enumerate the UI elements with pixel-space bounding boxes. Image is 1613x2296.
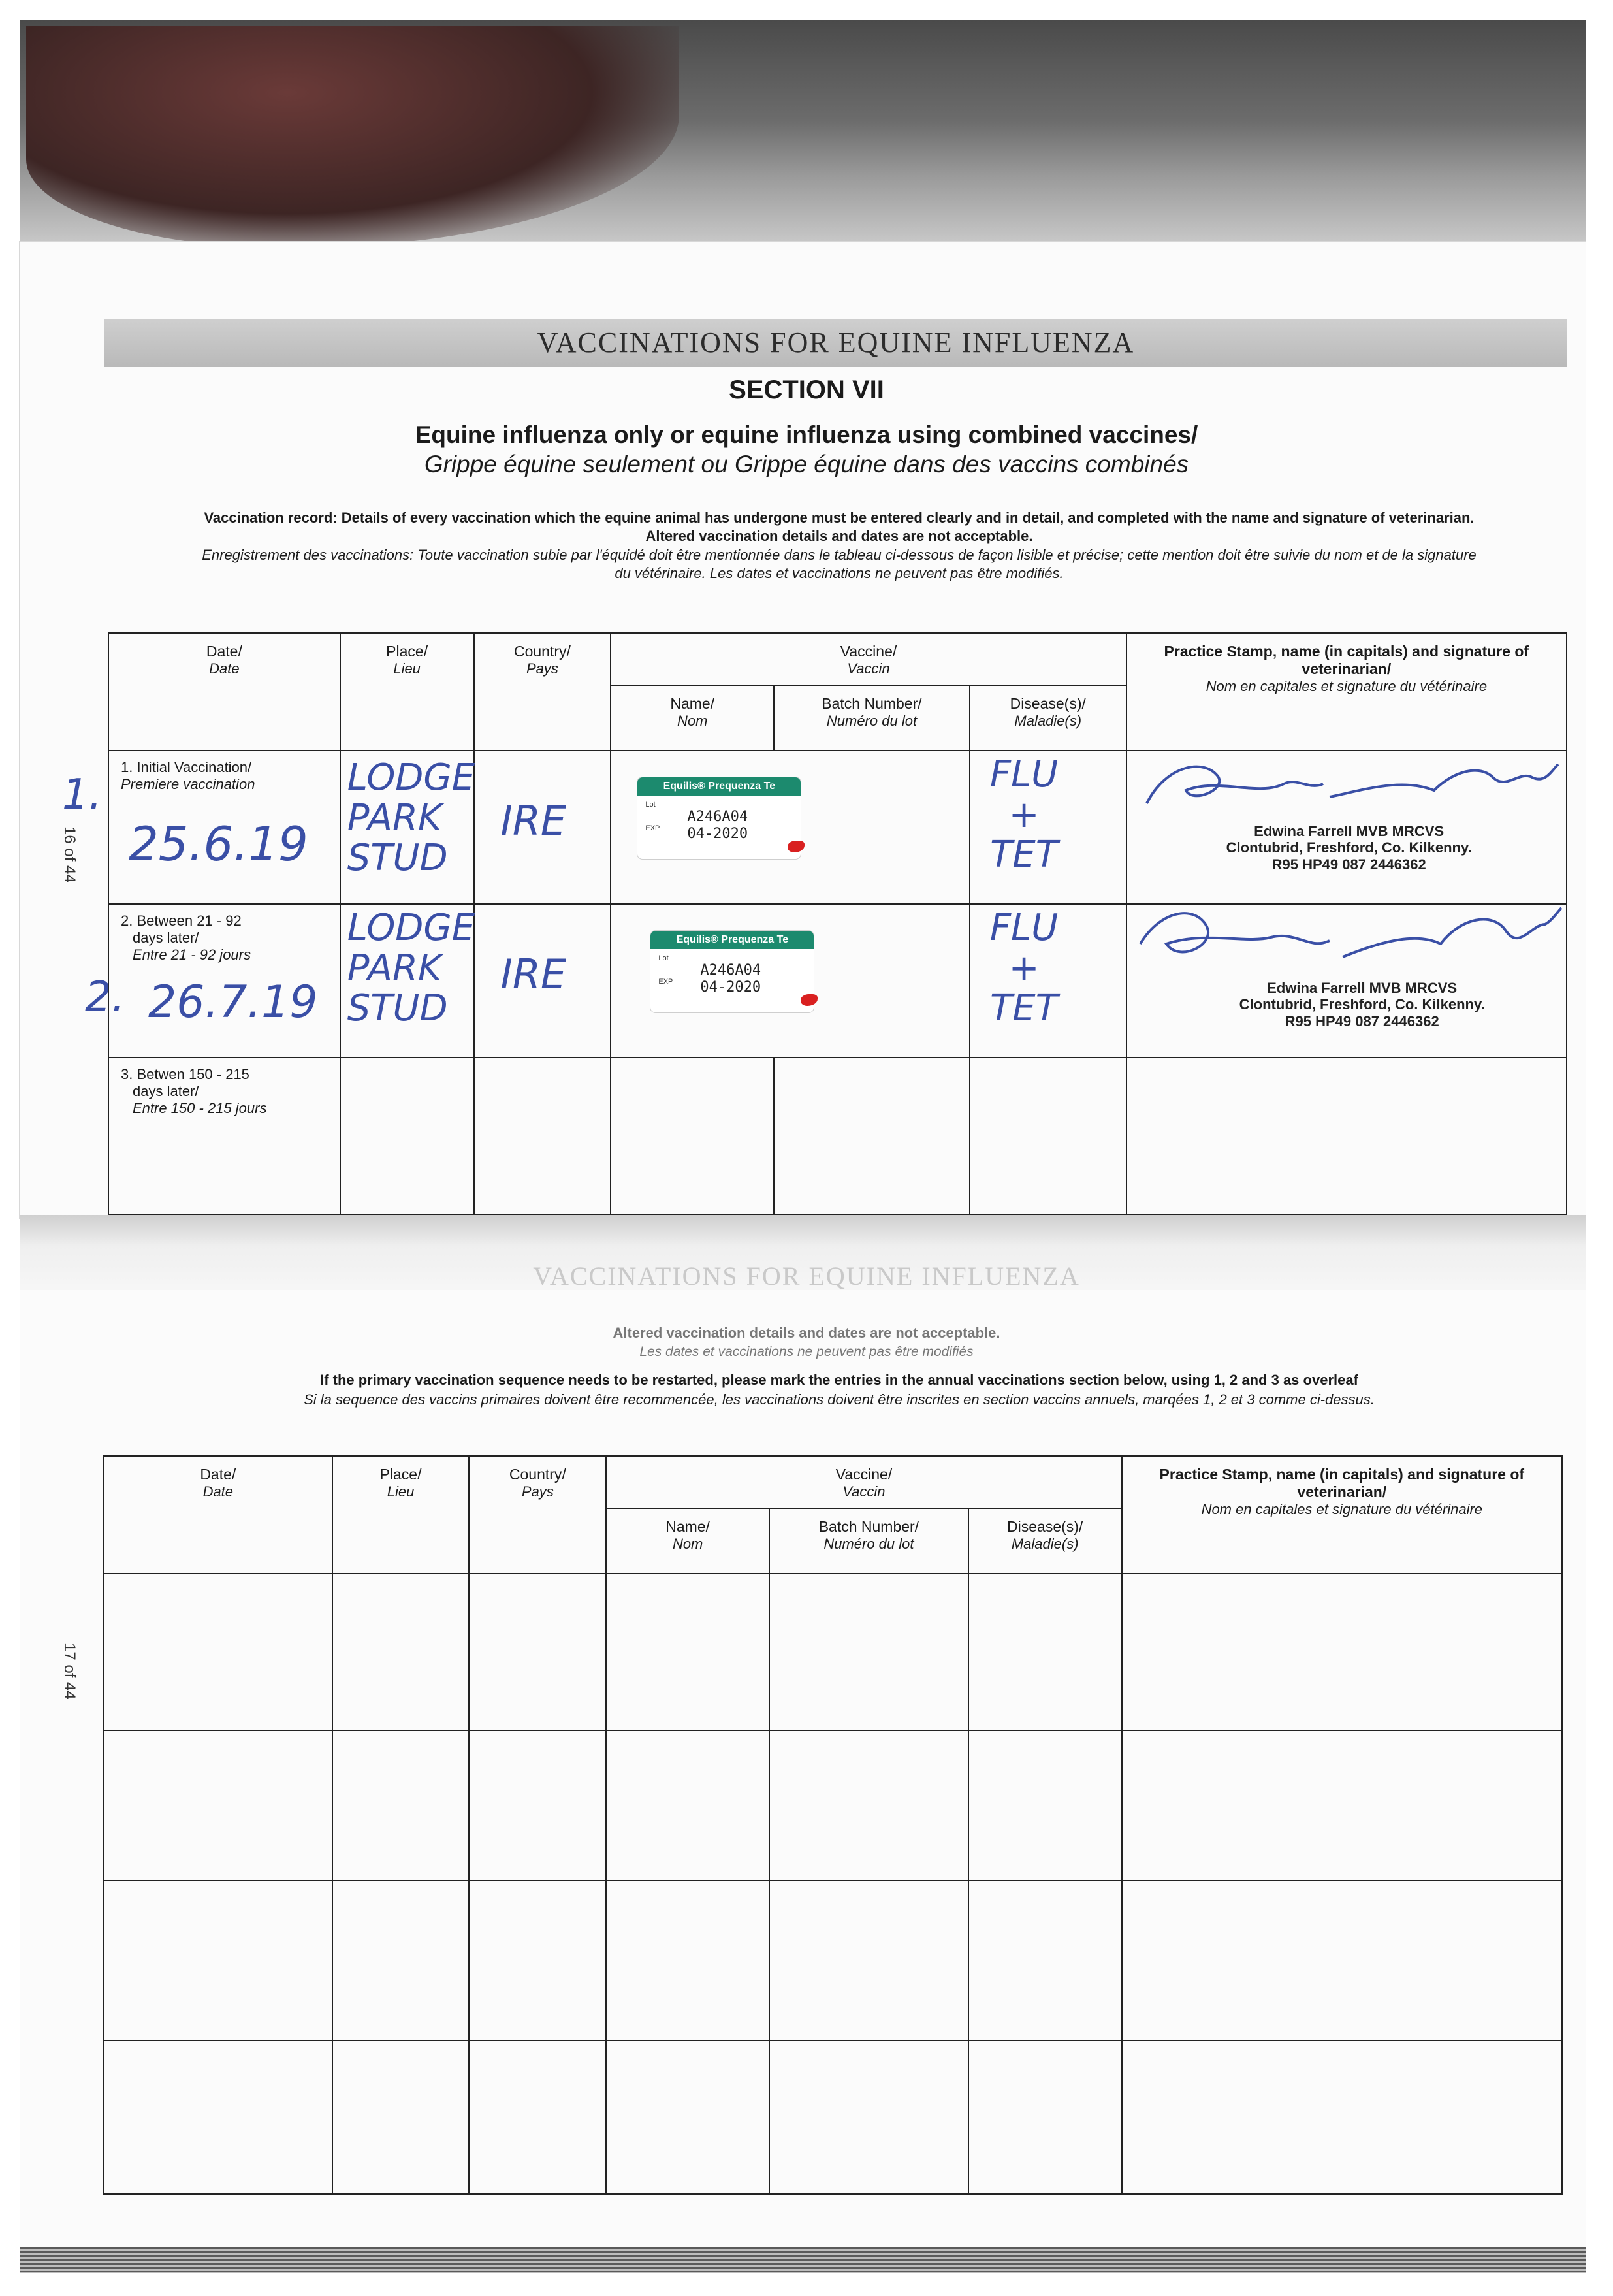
margin-number-1: 1.	[62, 771, 103, 819]
row-3-stamp	[1126, 1058, 1567, 1214]
header-place: Place/ Lieu	[332, 1456, 470, 1574]
header-batch: Batch Number/ Numéro du lot	[774, 685, 970, 751]
section-banner: VACCINATIONS FOR EQUINE INFLUENZA	[104, 319, 1567, 367]
date-handwritten: 26.7.19	[148, 977, 318, 1028]
signature	[1127, 905, 1567, 977]
header-stamp: Practice Stamp, name (in capitals) and signature of veterinarian/ Nom en capitales et signature du vétérinaire	[1126, 633, 1567, 751]
row-1-place: LODGE PARK STUD	[340, 751, 474, 904]
row-2-date: 2. Between 21 - 92 days later/ Entre 21 - 92 jours 26.7.19	[108, 904, 340, 1058]
ghost-banner: VACCINATIONS FOR EQUINE INFLUENZA	[533, 1261, 1080, 1291]
vaccine-sticker: Equilis® Prequenza Te Lot EXP A246A04 04-2020	[637, 777, 801, 859]
instruction-fr: Enregistrement des vaccinations: Toute vaccination subie par l'équidé doit être mentionnée dans le tableau ci-dessous de façon lisible et précise; cette mention doit être suivie du nom et de la signature	[202, 547, 1477, 563]
vaccination-table-restart	[103, 1455, 1563, 2195]
table-row	[104, 2041, 1562, 2194]
header-batch: Batch Number/ Numéro du lot	[769, 1508, 968, 1574]
practice-stamp: Edwina Farrell MVB MRCVS Clontubrid, Freshford, Co. Kilkenny. R95 HP49 087 2446362	[1226, 823, 1472, 873]
row-2-country: IRE	[474, 904, 611, 1058]
table-row	[104, 1574, 1562, 1730]
row-3-batch	[774, 1058, 970, 1214]
row-2-stamp	[1126, 904, 1567, 1058]
row-3-name	[611, 1058, 774, 1214]
restart-instruction: If the primary vaccination sequence needs to be restarted, please mark the entries in the annual vaccinations section below, using 1, 2 and 3 as overleaf	[320, 1372, 1358, 1388]
altered-notice-fr: Les dates et vaccinations ne peuvent pas être modifiés	[639, 1344, 974, 1359]
row-1-vaccine-label	[611, 751, 969, 904]
row-1-stamp	[1126, 751, 1567, 904]
header-disease: Disease(s)/ Maladie(s)	[968, 1508, 1122, 1574]
header-name: Name/ Nom	[611, 685, 774, 751]
header-disease: Disease(s)/ Maladie(s)	[970, 685, 1126, 751]
page-number-bottom: 17 of 44	[61, 1643, 78, 1700]
row-2-disease: FLU + TET	[970, 904, 1126, 1058]
date-handwritten: 25.6.19	[129, 817, 308, 871]
header-country: Country/ Pays	[469, 1456, 606, 1574]
page-number-top: 16 of 44	[61, 826, 78, 883]
row-1-date: 1. Initial Vaccination/ Premiere vaccination 25.6.19	[108, 751, 340, 904]
vaccine-sticker: Equilis® Prequenza Te Lot EXP A246A04 04-2020	[650, 931, 814, 1012]
page-edge	[20, 2247, 1586, 2273]
row-3-place	[340, 1058, 474, 1214]
row-2-place: LODGE PARK STUD	[340, 904, 474, 1058]
row-3-date: 3. Betwen 150 - 215 days later/ Entre 150 - 215 jours	[108, 1058, 340, 1214]
practice-stamp: Edwina Farrell MVB MRCVS Clontubrid, Freshford, Co. Kilkenny. R95 HP49 087 2446362	[1239, 980, 1485, 1029]
row-3-country	[474, 1058, 611, 1214]
table-row	[104, 1881, 1562, 2041]
table-row	[108, 1058, 1567, 1214]
row-2-vaccine-label	[611, 904, 969, 1058]
vaccination-table-primary	[108, 632, 1567, 1215]
header-stamp: Practice Stamp, name (in capitals) and signature of veterinarian/ Nom en capitales et signature du vétérinaire	[1122, 1456, 1562, 1574]
header-name: Name/ Nom	[606, 1508, 769, 1574]
section-subtitle: Equine influenza only or equine influenza using combined vaccines/	[415, 421, 1198, 448]
restart-instruction-fr: Si la sequence des vaccins primaires doivent être recommencée, les vaccinations doivent être inscrites en section vaccins annuels, marqées 1, 2 et 3 comme ci-dessus.	[304, 1391, 1375, 1408]
row-1-country: IRE	[474, 751, 611, 904]
signature	[1127, 751, 1567, 823]
section-subtitle-fr: Grippe équine seulement ou Grippe équine dans des vaccins combinés	[424, 451, 1189, 477]
instruction-en: Vaccination record: Details of every vaccination which the equine animal has undergone must be entered clearly and in detail, and completed with the name and signature of veterinarian.	[204, 509, 1475, 526]
instruction-en-2: Altered vaccination details and dates are not acceptable.	[645, 528, 1033, 544]
header-vaccine: Vaccine/ Vaccin	[611, 633, 1126, 685]
table-row	[108, 904, 1567, 1058]
header-place: Place/ Lieu	[340, 633, 474, 751]
table-row	[108, 751, 1567, 904]
table-row	[104, 1730, 1562, 1881]
header-date: Date/ Date	[108, 633, 340, 751]
header-country: Country/ Pays	[474, 633, 611, 751]
header-date: Date/ Date	[104, 1456, 332, 1574]
header-vaccine: Vaccine/ Vaccin	[606, 1456, 1121, 1508]
row-1-disease: FLU + TET	[970, 751, 1126, 904]
margin-number-2: 2.	[85, 973, 125, 1022]
altered-notice: Altered vaccination details and dates are not acceptable.	[613, 1325, 1000, 1341]
instruction-fr-2: du vétérinaire. Les dates et vaccinations ne peuvent pas être modifiés.	[615, 565, 1064, 581]
row-3-disease	[970, 1058, 1126, 1214]
section-title: SECTION VII	[729, 376, 884, 404]
